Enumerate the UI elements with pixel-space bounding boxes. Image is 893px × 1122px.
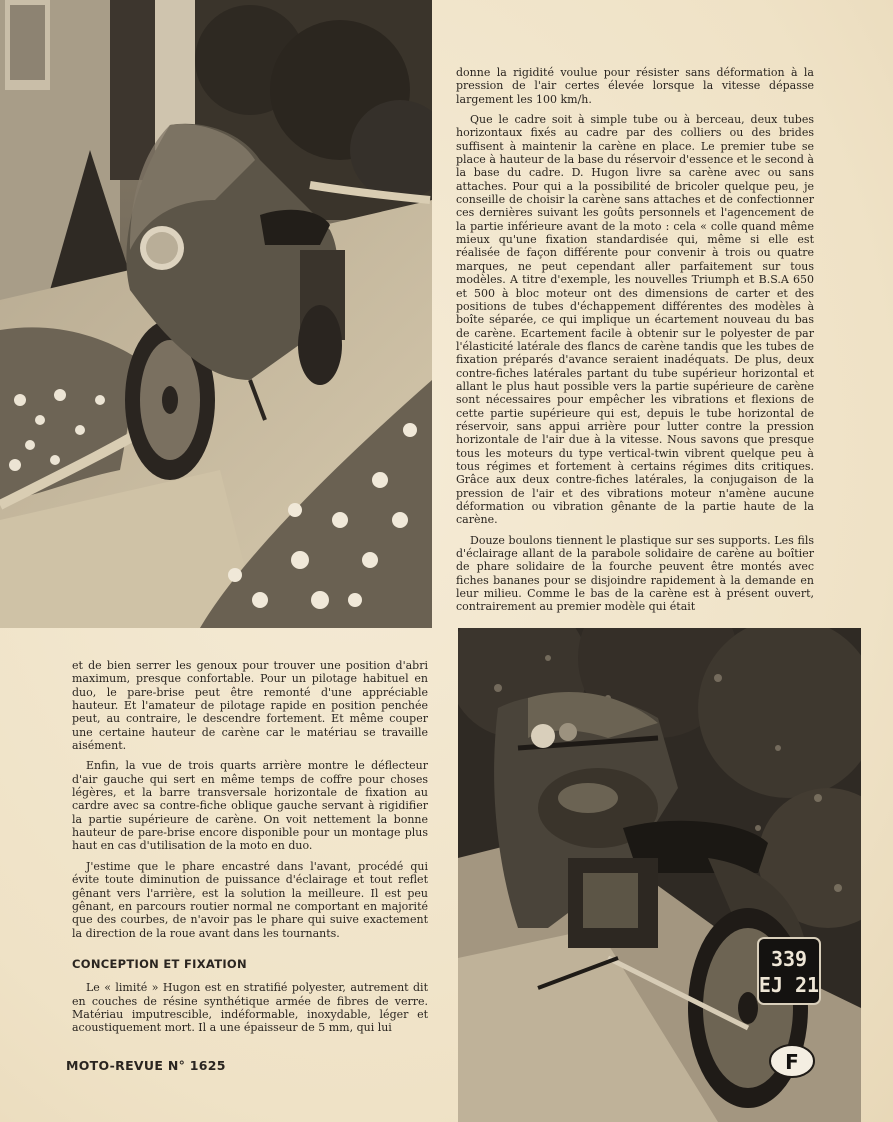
paragraph: Le « limité » Hugon est en stratifié polyester, autrement dit en couches de résine synthétique armée de fibres de verre. Matériau imputrescible, indéformable, inoxydable, léger et acoustiquement mort. Il a une épaisseur de 5 mm, qui lui xyxy=(72,981,428,1035)
paragraph: Douze boulons tiennent le plastique sur ses supports. Les fils d'éclairage allant de la parabole solidaire de carène au boîtier de phare solidaire de la fourche peuvent être montés avec fiches bananes pour se disjoindre rapidement à la demande en leur milieu. Comme le bas de la carène est à présent ouvert, contrairement au premier modèle qui était xyxy=(456,533,814,614)
photo-motorcycle-rear xyxy=(458,628,861,1122)
photo-motorcycle-rear-image xyxy=(458,628,861,1122)
photo-motorcycle-front-image xyxy=(0,0,432,628)
license-plate-line2: EJ 21 xyxy=(758,973,820,997)
article-left-column xyxy=(72,659,428,1042)
country-sticker-letter: F xyxy=(785,1050,799,1074)
paragraph: Enfin, la vue de trois quarts arrière montre le déflecteur d'air gauche qui sert en même temps de coffre pour choses légères, et la barre transversale horizontale de fixation au cardre avec sa contre-fiche oblique gauche servant à rigidifier la partie supérieure de carène. On voit nettement la bonne hauteur de pare-brise encore disponible pour un montage plus haut en cas d'utilisation de la moto en duo. xyxy=(72,759,428,853)
paragraph: Que le cadre soit à simple tube ou à berceau, deux tubes horizontaux fixés au cadre par des colliers ou des brides suffisent à maintenir la carène en place. Le premier tube se place à hauteur de la base du réservoir d'essence et le second à la base du cadre. D. Hugon livre sa carène avec ou sans attaches. Pour qui a la possibilité de bricoler quelque peu, je conseille de choisir la carène sans attaches et de confectionner ces dernières suivant les goûts personnels et l'agencement de la partie inférieure avant de la moto : cela « colle quand même mieux qu'une fixation standardisée qui, même si elle est réalisée de façon différente pour convenir à trois ou quatre marques, ne peut cependant aller parfaitement sur tous modèles. A titre d'exemple, les nouvelles Triumph et B.S.A 650 et 500 à bloc moteur ont des dimensions de carter et des positions de tubes d'échappement différentes des modèles à boîte séparée, ce qui implique un écartement nouveau du bas de carène. Ecartement facile à obtenir sur le polyester de par l'élasticité latérale des flancs de carène tandis que les tubes de fixation préparés d'avance seraient inadéquats. De plus, deux contre-fiches latérales partant du tube supérieur horizontal et allant le plus haut possible vers la partie supérieure de carène sont nécessaires pour empêcher les vibrations et flexions de cette partie supérieure qui est, depuis le tube horizontal de réservoir, sans appui arrière pour lutter contre la pression horizontale de l'air due à la vitesse. Nous savons que presque tous les moteurs du type vertical-twin vibrent quelque peu à tous régimes et fortement à certains régimes dits critiques. Grâce aux deux contre-fiches latérales, la conjugaison de la pression de l'air et des vibrations moteur n'amène aucune déformation ou vibration gênante de la partie haute de la carène. xyxy=(456,113,814,527)
paragraph: J'estime que le phare encastré dans l'avant, procédé qui évite toute diminution de puissance d'éclairage et tout reflet gênant vers l'arrière, est la solution la meilleure. Il est peu gênant, en parcours routier normal ne comportant en majorité que des courbes, de n'avoir pas le phare qui suive exactement la direction de la roue avant dans les tournants. xyxy=(72,859,428,940)
paragraph: donne la rigidité voulue pour résister sans déformation à la pression de l'air certes élevée lorsque la vitesse dépasse largement les 100 km/h. xyxy=(456,66,814,106)
section-heading: CONCEPTION ET FIXATION xyxy=(72,956,247,971)
article-right-column xyxy=(456,66,814,621)
photo-motorcycle-front xyxy=(0,0,432,628)
license-plate-line1: 339 xyxy=(770,947,808,971)
footer-magazine-issue: MOTO-REVUE N° 1625 xyxy=(66,1058,226,1073)
paragraph: et de bien serrer les genoux pour trouver une position d'abri maximum, presque confortable. Pour un pilotage habituel en duo, le pare-brise peut être remonté d'une appréciable hauteur. Et l'amateur de pilotage rapide en position penchée peut, au contraire, le descendre fortement. Et même couper une certaine hauteur de carène car le matériau se travaille aisément. xyxy=(72,659,428,753)
